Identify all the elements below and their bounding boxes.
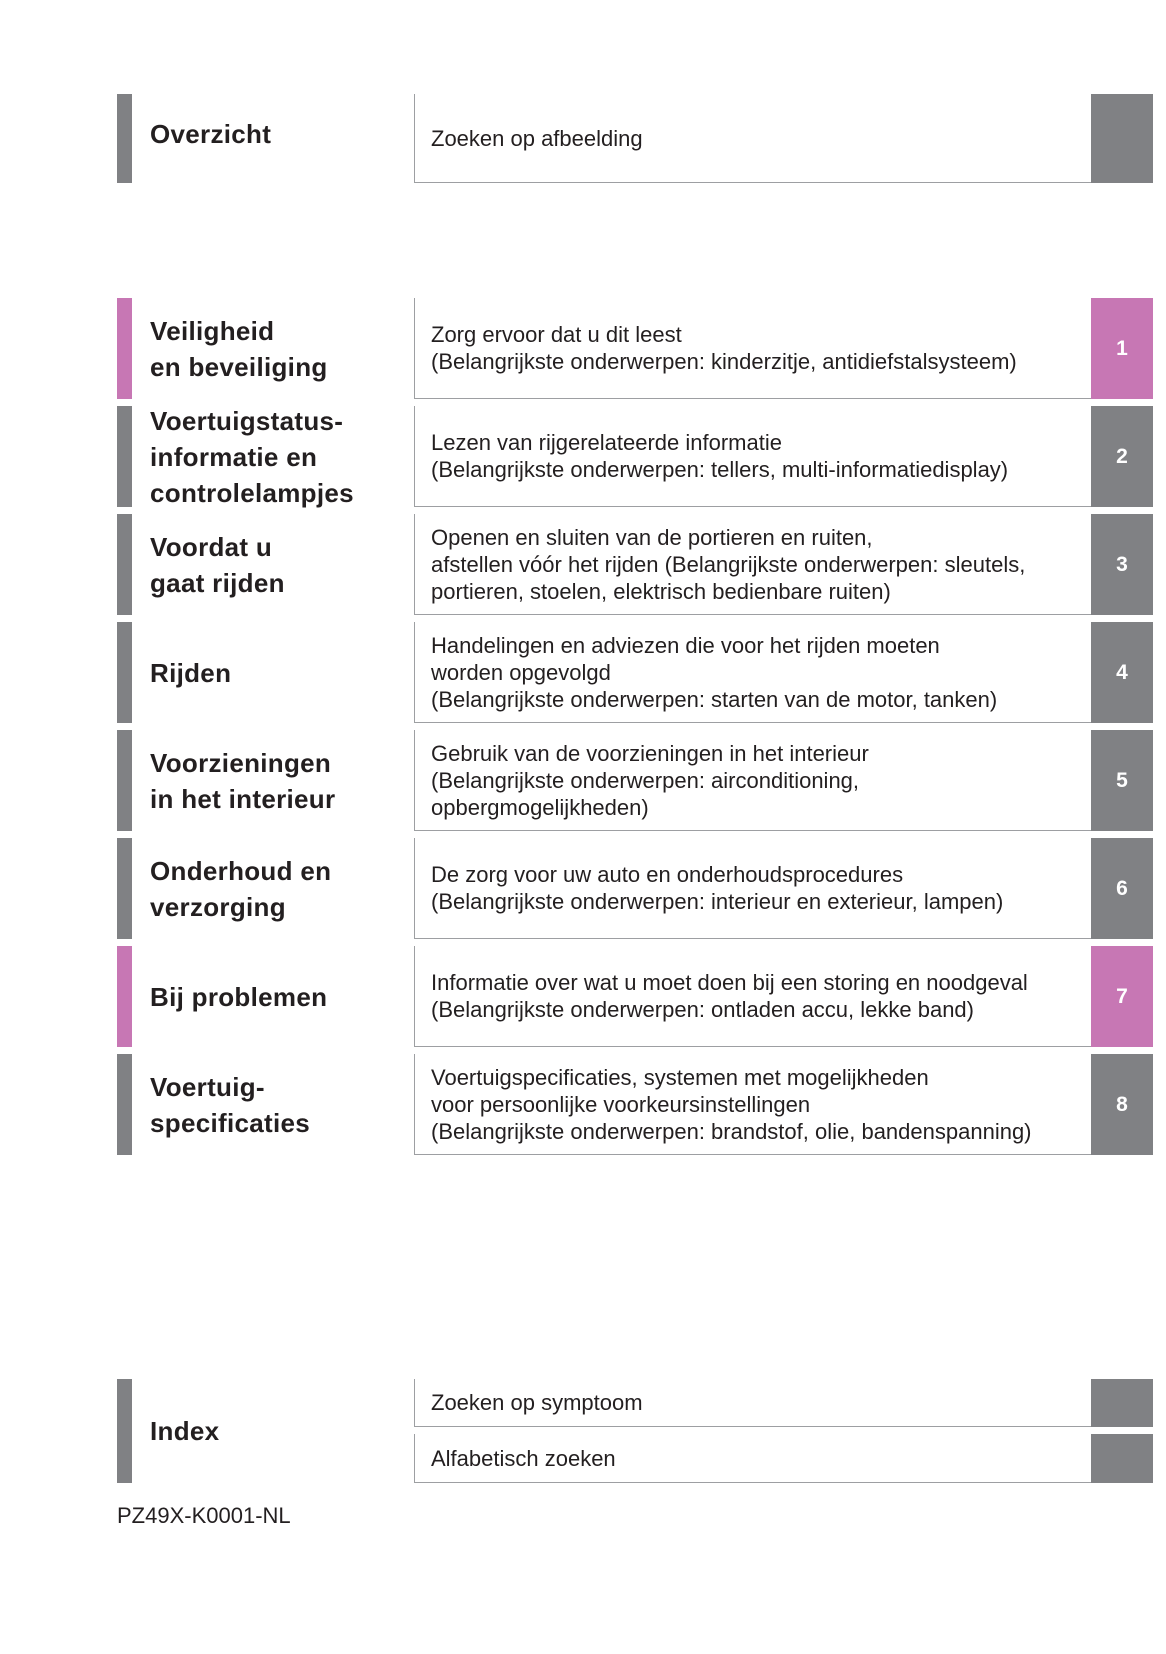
chapter-title: Bij problemen: [150, 981, 328, 1012]
index-row-symptom[interactable]: [117, 1379, 1153, 1427]
chapter-description[interactable]: Zorg ervoor dat u dit leest (Belangrijkste onderwerpen: kinderzitje, antidiefstalsysteem): [414, 298, 1092, 399]
overview-title: Overzicht: [150, 119, 272, 149]
overview-description[interactable]: Zoeken op afbeelding: [414, 94, 1092, 183]
index-alphabetical-tab[interactable]: [1091, 1434, 1153, 1483]
chapter-side-bar: [117, 730, 132, 831]
chapter-tab[interactable]: 4: [1091, 622, 1153, 723]
chapter-description[interactable]: Informatie over wat u moet doen bij een storing en noodgeval (Belangrijkste onderwerpen: ontladen accu, lekke band): [414, 946, 1092, 1047]
chapter-tab[interactable]: 1: [1091, 298, 1153, 399]
index-symptom-tab[interactable]: [1091, 1379, 1153, 1427]
chapter-description[interactable]: Lezen van rijgerelateerde informatie (Belangrijkste onderwerpen: tellers, multi-informatiedisplay): [414, 406, 1092, 507]
chapter-title: Voertuigstatus- informatie en controlelampjes: [150, 405, 354, 508]
chapter-side-bar: [117, 1054, 132, 1155]
chapter-description[interactable]: Voertuigspecificaties, systemen met mogelijkheden voor persoonlijke voorkeursinstellingen (Belangrijkste onderwerpen: brandstof, olie, bandenspanning): [414, 1054, 1092, 1155]
chapter-side-bar: [117, 514, 132, 615]
chapter-title: Voertuig- specificaties: [150, 1071, 310, 1138]
chapter-row[interactable]: [117, 1054, 1153, 1155]
chapter-row[interactable]: [117, 406, 1153, 507]
overview-row[interactable]: [117, 94, 1153, 183]
chapter-title: Voordat u gaat rijden: [150, 531, 285, 598]
chapter-row[interactable]: [117, 946, 1153, 1047]
index-alphabetical-search[interactable]: Alfabetisch zoeken: [414, 1434, 1092, 1483]
overview-tab[interactable]: [1091, 94, 1153, 183]
index-symptom-search[interactable]: Zoeken op symptoom: [414, 1379, 1092, 1427]
chapter-side-bar: [117, 622, 132, 723]
chapter-description[interactable]: Gebruik van de voorzieningen in het interieur (Belangrijkste onderwerpen: airconditioning, opbergmogelijkheden): [414, 730, 1092, 831]
chapter-title: Rijden: [150, 657, 232, 688]
chapter-row[interactable]: [117, 514, 1153, 615]
chapter-description[interactable]: Openen en sluiten van de portieren en ruiten, afstellen vóór het rijden (Belangrijkste onderwerpen: sleutels, portieren, stoelen, elektrisch bedienbare ruiten): [414, 514, 1092, 615]
chapter-row[interactable]: [117, 838, 1153, 939]
chapter-row[interactable]: [117, 730, 1153, 831]
chapter-tab[interactable]: 5: [1091, 730, 1153, 831]
chapter-title: Onderhoud en verzorging: [150, 855, 332, 922]
chapter-side-bar: [117, 298, 132, 399]
overview-side-bar: [117, 94, 132, 183]
chapter-description[interactable]: De zorg voor uw auto en onderhoudsprocedures (Belangrijkste onderwerpen: interieur en exterieur, lampen): [414, 838, 1092, 939]
chapter-description[interactable]: Handelingen en adviezen die voor het rijden moeten worden opgevolgd (Belangrijkste onderwerpen: starten van de motor, tanken): [414, 622, 1092, 723]
chapter-title: Veiligheid en beveiliging: [150, 315, 328, 382]
chapter-tab[interactable]: 6: [1091, 838, 1153, 939]
index-row-alphabetical[interactable]: [117, 1434, 1153, 1483]
chapter-tab[interactable]: 2: [1091, 406, 1153, 507]
chapter-side-bar: [117, 406, 132, 507]
chapter-tab[interactable]: 3: [1091, 514, 1153, 615]
chapter-row[interactable]: [117, 298, 1153, 399]
chapter-side-bar: [117, 838, 132, 939]
chapter-side-bar: [117, 946, 132, 1047]
document-code: PZ49X-K0001-NL: [117, 1503, 291, 1528]
chapter-tab[interactable]: 8: [1091, 1054, 1153, 1155]
chapter-row[interactable]: [117, 622, 1153, 723]
chapter-tab[interactable]: 7: [1091, 946, 1153, 1047]
index-title: Index: [150, 1416, 220, 1446]
chapter-title: Voorzieningen in het interieur: [150, 747, 336, 814]
